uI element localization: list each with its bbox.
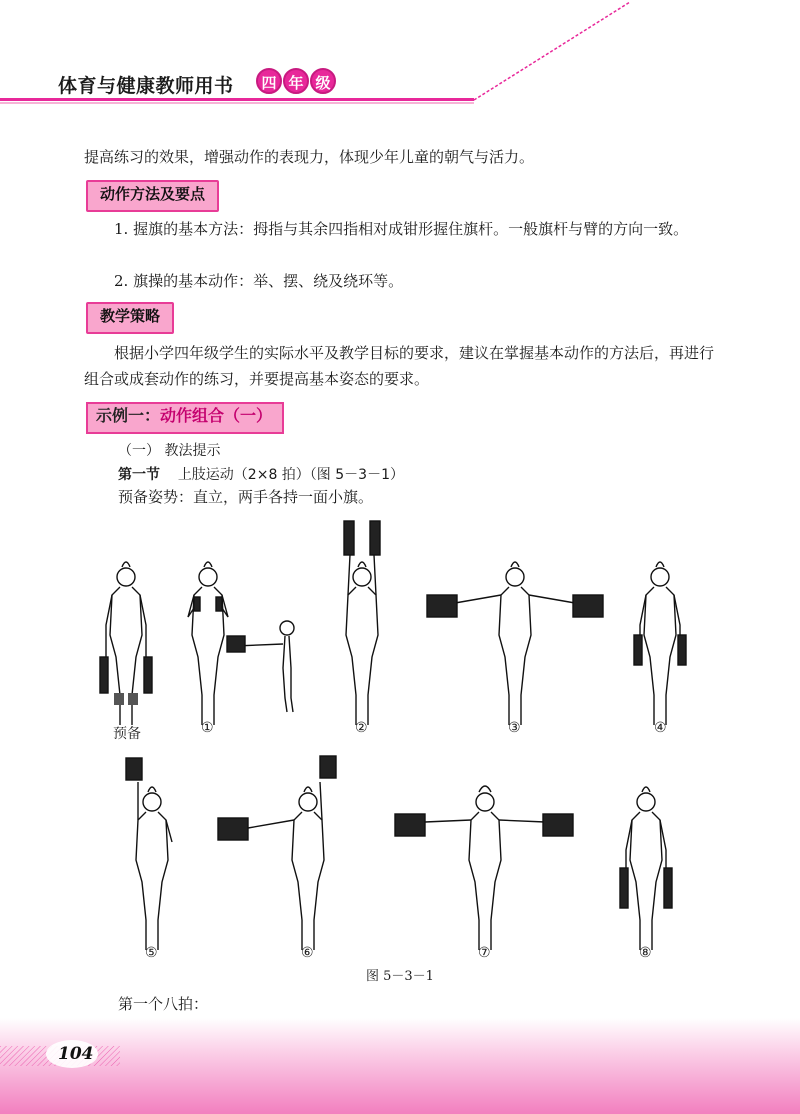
- fig-label-8: ⑧: [639, 945, 652, 961]
- fig-label-1: ①: [201, 720, 214, 736]
- section-title-methods: 动作方法及要点: [86, 180, 219, 212]
- fig-label-5: ⑤: [145, 945, 158, 961]
- fig-label-prep: 预备: [113, 726, 141, 742]
- pose-4-illustration: [634, 562, 686, 725]
- pose-1-side-illustration: [227, 621, 294, 712]
- section-title-strategy: 教学策略: [86, 302, 174, 334]
- pose-5-illustration: [126, 758, 172, 950]
- intro-paragraph: 提高练习的效果，增强动作的表现力，体现少年儿童的朝气与活力。: [84, 148, 535, 166]
- first-eight-count: 第一个八拍：: [118, 995, 209, 1013]
- pose-3-illustration: [427, 562, 603, 725]
- grade-char: 年: [283, 68, 309, 94]
- section-label: 第一节: [118, 467, 160, 483]
- page-number: 104: [58, 1044, 94, 1064]
- pose-2-illustration: [344, 521, 380, 725]
- fig-label-7: ⑦: [478, 945, 491, 961]
- strategy-paragraph: 根据小学四年级学生的实际水平及教学目标的要求，建议在掌握基本动作的方法后，再进行组合或成套动作的练习，并要提高基本姿态的要求。: [84, 344, 715, 388]
- fig-label-4: ④: [654, 720, 667, 736]
- grade-char: 级: [310, 68, 336, 94]
- methods-item-2: 2. 旗操的基本动作：举、摆、绕及绕环等。: [114, 272, 404, 290]
- pose-prep-illustration: [100, 562, 152, 725]
- fig-label-6: ⑥: [301, 945, 314, 961]
- fig-label-2: ②: [355, 720, 368, 736]
- methods-item-1: 1. 握旗的基本方法：拇指与其余四指相对成钳形握住旗杆。一般旗杆与臂的方向一致。: [114, 220, 689, 238]
- section-desc: 上肢运动（2×8 拍）（图 5－3－1）: [177, 467, 404, 483]
- fig-label-3: ③: [508, 720, 521, 736]
- pose-1-illustration: [188, 562, 228, 725]
- grade-char: 四: [256, 68, 282, 94]
- pose-8-illustration: [620, 787, 672, 950]
- pose-7-illustration: [395, 786, 573, 950]
- pose-6-illustration: [218, 756, 336, 950]
- book-title: 体育与健康教师用书: [58, 75, 234, 97]
- example-label: 示例一：: [96, 406, 161, 425]
- teaching-tips: （一） 教法提示: [118, 443, 221, 459]
- prep-posture: 预备姿势：直立，两手各持一面小旗。: [118, 488, 374, 506]
- figure-caption: 图 5－3－1: [366, 969, 434, 984]
- example-title: 动作组合（一）: [160, 406, 273, 425]
